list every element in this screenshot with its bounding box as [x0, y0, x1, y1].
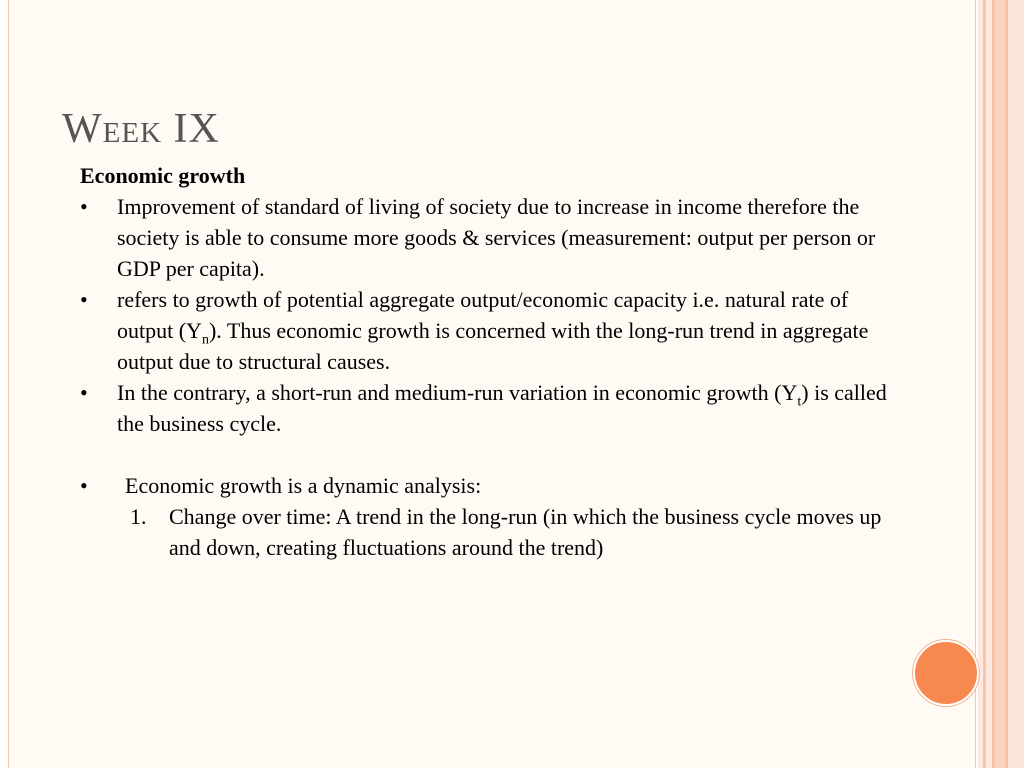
bullet-mark: •: [80, 380, 88, 405]
numbered-item: [80, 501, 900, 563]
bullet-mark: •: [80, 194, 88, 219]
subscript: t: [797, 394, 802, 410]
section-heading: Economic growth: [80, 163, 246, 188]
bullet-text: Improvement of standard of living of society due to increase in income therefore the society is able to consume more goods & services (measurement: output per person or GDP per capita).: [117, 194, 876, 281]
subscript: n: [201, 332, 209, 348]
bullet-item: [80, 191, 900, 284]
numbered-text: Change over time: A trend in the long-run (in which the business cycle moves up and down, creating fluctuations around the trend): [169, 504, 882, 560]
bullet-text: In the contrary, a short-run and medium-run variation in economic growth $(Y_t)$ is called the business cycle.: [117, 380, 887, 436]
bullet-mark: •: [80, 473, 88, 498]
decorative-stripes: [978, 0, 1024, 768]
bullet-text: Economic growth is a dynamic analysis:: [125, 473, 482, 498]
bullet-mark: •: [80, 287, 88, 312]
bullet-item: [80, 377, 900, 439]
decorative-circle: [913, 640, 979, 706]
slide-content: [80, 160, 900, 563]
bullet-text: refers to growth of potential aggregate output/economic capacity i.e. natural rate of output $(Y_n)$. Thus economic growth is concerned with the long-run trend in aggregate output due to structural causes.: [117, 287, 869, 374]
list-number: 1.: [130, 504, 147, 529]
bullet-item: [80, 470, 900, 501]
bullet-item: [80, 284, 900, 377]
slide-title: Week IX: [62, 106, 220, 152]
